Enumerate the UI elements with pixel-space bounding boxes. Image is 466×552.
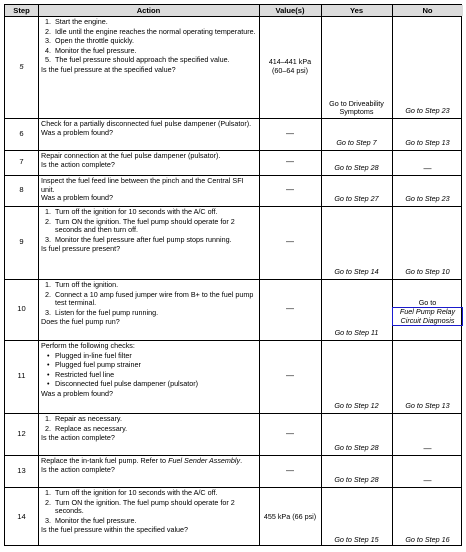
row5-item2: Idle until the engine reaches the normal operating temperature. — [55, 26, 256, 36]
yes-6: Go to Step 7 — [336, 138, 377, 148]
yes-11: Go to Step 12 — [334, 401, 379, 411]
row9-item3: Monitor the fuel pressure after fuel pump stops running. — [55, 234, 232, 244]
value-7: — — [286, 157, 294, 167]
row6-text: Check for a partially disconnected fuel pulse dampener (Pulsator). — [41, 119, 252, 128]
value-8: — — [286, 185, 294, 195]
row14-item1: Turn off the ignition for 10 seconds with the A/C off. — [55, 488, 218, 497]
row14-question: Is the fuel pressure within the specified value? — [41, 525, 189, 535]
step-6: 6 — [19, 128, 24, 138]
no-13: — — [423, 476, 432, 486]
no-9: Go to Step 10 — [405, 267, 450, 277]
step-8: 8 — [19, 185, 24, 195]
row13-text-end: . — [240, 456, 243, 465]
row10-item1: Turn off the ignition. — [55, 280, 119, 289]
step-9: 9 — [19, 237, 24, 247]
row11-question: Was a problem found? — [41, 388, 114, 398]
row7-question: Is the action complete? — [41, 159, 115, 169]
no-11: Go to Step 13 — [405, 401, 450, 411]
row14-item3: Monitor the fuel pressure. — [55, 515, 137, 525]
row11-bullet1: Plugged in-line fuel filter — [55, 350, 132, 360]
action-7 — [38, 150, 259, 175]
row13-question: Is the action complete? — [41, 464, 115, 474]
no-6: Go to Step 13 — [405, 138, 450, 148]
diagnostic-table — [4, 4, 462, 546]
no-5: Go to Step 23 — [405, 106, 450, 116]
action-13 — [38, 455, 259, 487]
value-11: — — [286, 371, 294, 381]
header-action: Action — [38, 5, 259, 16]
row11-bullet4: Disconnected fuel pulse dampener (pulsator) — [55, 379, 199, 389]
action-5: 1. Start the engine. 2. Idle until the engine reaches the normal operating temperature. 3. Open the throttle quickly. 4. Monitor the fuel pressure. 5. The fuel pressure should approach the specified value. Is the fuel pressure at the specified value? — [41, 17, 256, 74]
no-7: — — [423, 164, 432, 174]
yes-14: Go to Step 15 — [334, 535, 379, 545]
action-11: Perform the following checks: • Plugged in-line fuel filter • Plugged fuel pump strainer • Restricted fuel line • Disconnected fuel pulse dampener (pulsator) Was a problem found? — [38, 340, 259, 413]
fuel-pump-relay-link[interactable]: Fuel Pump Relay Circuit Diagnosis — [392, 307, 463, 326]
row10-item2: Connect a 10 amp fused jumper wire from B+ to the fuel pump test terminal. — [55, 289, 254, 308]
row6-question: Was a problem found? — [41, 127, 114, 137]
yes-13: Go to Step 28 — [334, 475, 379, 485]
row9-item2: Turn ON the ignition. The fuel pump should operate for 2 seconds and then turn off. — [55, 216, 235, 235]
yes-8: Go to Step 27 — [334, 194, 379, 204]
row5-item5: The fuel pressure should approach the specified value. — [55, 55, 230, 65]
yes-12: Go to Step 28 — [334, 443, 379, 453]
row5-item4: Monitor the fuel pressure. — [55, 45, 137, 55]
header-values: Value(s) — [259, 5, 321, 16]
no-8: Go to Step 23 — [405, 194, 450, 204]
no-12: — — [423, 444, 432, 454]
no-10 — [392, 279, 463, 340]
action-9: 1. Turn off the ignition for 10 seconds with the A/C off. 2. Turn ON the ignition. The fuel pump should operate for 2 seconds and then turn off. 3. Monitor the fuel pressure after fuel pump stops running. Is fuel pressure present? — [38, 206, 259, 279]
value-14: 455 kPa (66 psi) — [263, 511, 317, 521]
step-5: 5 — [19, 61, 24, 71]
no-14: Go to Step 16 — [405, 535, 450, 545]
header-yes: Yes — [321, 5, 392, 16]
header-step: Step — [5, 5, 38, 16]
yes-7: Go to Step 28 — [334, 163, 379, 173]
yes-10: Go to Step 11 — [334, 328, 379, 338]
step-7: 7 — [19, 157, 24, 167]
action-12: 1. Repair as necessary. 2. Replace as necessary. Is the action complete? — [38, 413, 259, 455]
value-6: — — [286, 128, 294, 138]
row9-question: Is fuel pressure present? — [41, 244, 121, 254]
row13-text: Replace the in-tank fuel pump. Refer to — [41, 456, 167, 465]
value-5: 414–441 kPa (60–64 psi) — [268, 57, 312, 75]
yes-9: Go to Step 14 — [334, 267, 379, 277]
row10-question: Does the fuel pump run? — [41, 317, 120, 327]
row12-item1: Repair as necessary. — [55, 414, 122, 423]
row12-item2: Replace as necessary. — [55, 423, 128, 433]
value-12: — — [286, 428, 294, 438]
row10-item3: Listen for the fuel pump running. — [55, 307, 159, 317]
row9-item1: Turn off the ignition for 10 seconds with the A/C off. — [55, 207, 218, 216]
row11-bullet2: Plugged fuel pump strainer — [55, 360, 141, 370]
yes-5: Go to Driveability Symptoms — [329, 98, 384, 116]
row7-text: Repair connection at the fuel pulse dampener (pulsator). — [41, 151, 221, 160]
row12-question: Is the action complete? — [41, 433, 115, 443]
row8-text: Inspect the fuel feed line between the pinch and the Central SFI unit. — [41, 176, 244, 194]
row5-item1: Start the engine. — [55, 17, 108, 26]
action-6 — [38, 118, 259, 150]
value-10: — — [286, 304, 294, 314]
step-12: 12 — [17, 428, 26, 438]
action-10: 1. Turn off the ignition. 2. Connect a 10 amp fused jumper wire from B+ to the fuel pump test terminal. 3. Listen for the fuel pump running. Does the fuel pump run? — [38, 279, 259, 340]
row11-text: Perform the following checks: — [41, 341, 135, 350]
action-8 — [38, 175, 259, 206]
step-13: 13 — [17, 465, 26, 475]
step-11: 11 — [17, 371, 26, 381]
fuel-sender-assembly-ref: Fuel Sender Assembly — [168, 456, 241, 465]
header-no: No — [392, 5, 463, 16]
row5-item3: Open the throttle quickly. — [55, 36, 134, 46]
value-13: — — [286, 465, 294, 475]
no-10-prefix: Go to — [418, 297, 437, 307]
row14-item2: Turn ON the ignition. The fuel pump should operate for 2 seconds. — [55, 497, 235, 516]
row8-question: Was a problem found? — [41, 193, 114, 203]
step-10: 10 — [17, 304, 26, 314]
row5-question: Is the fuel pressure at the specified value? — [41, 64, 176, 74]
step-14: 14 — [17, 511, 26, 521]
row11-bullet3: Restricted fuel line — [55, 369, 115, 379]
value-9: — — [286, 237, 294, 247]
action-14: 1. Turn off the ignition for 10 seconds with the A/C off. 2. Turn ON the ignition. The fuel pump should operate for 2 seconds. 3. Monitor the fuel pressure. Is the fuel pressure within the specified value? — [38, 487, 259, 547]
